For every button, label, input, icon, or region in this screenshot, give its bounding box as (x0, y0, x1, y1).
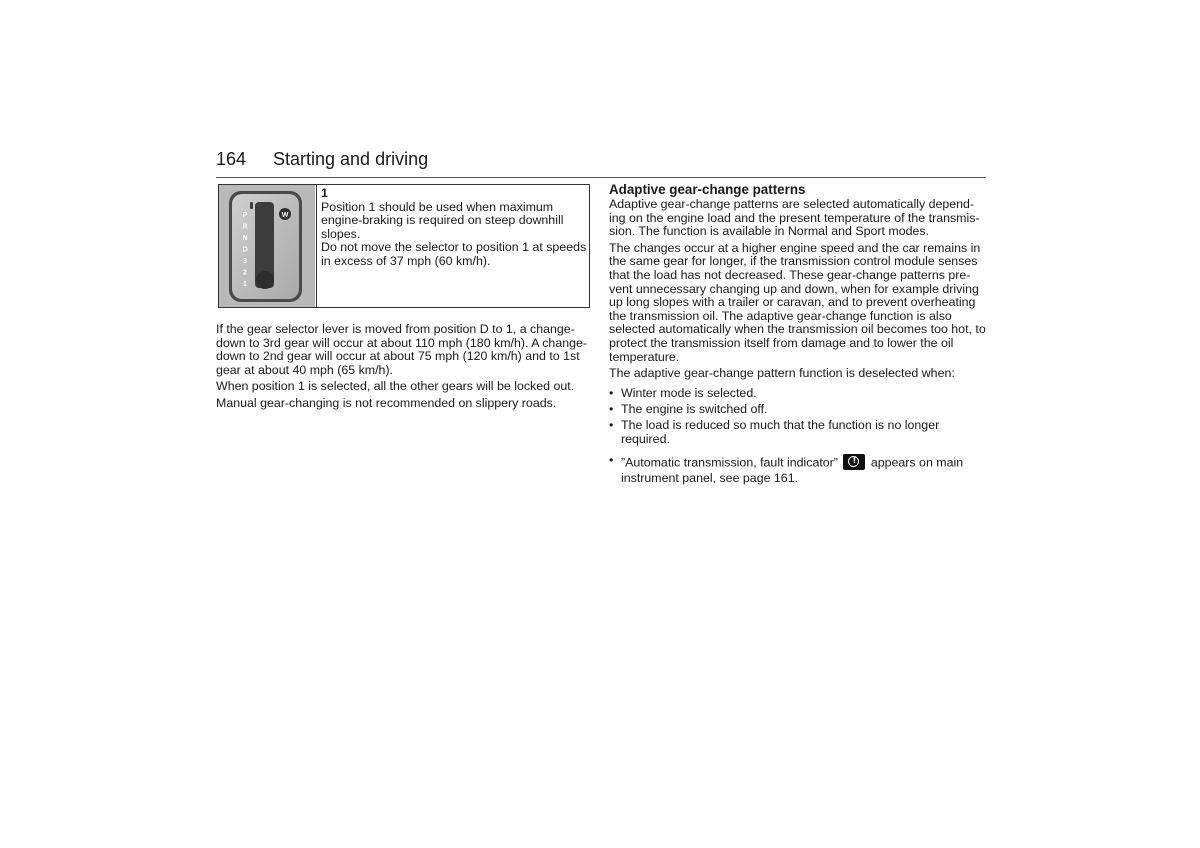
caption-line-1: Position 1 should be used when maximum engine-braking is required on steep downhill slopes. (321, 199, 564, 241)
gear-selector-svg (219, 185, 315, 307)
list-item (609, 454, 987, 486)
bullet: • (609, 417, 614, 432)
paragraph: The adaptive gear-change pattern function is deselected when: (609, 366, 955, 381)
gear-position-label: P (242, 212, 248, 219)
paragraph: If the gear selector lever is moved from position D to 1, a change-down to 3rd gear will occur at about 110 mph (180 km/h). A change-down to 2nd gear will occur at about 75 mph (120 km/h) and to 1st gear at about 40 mph (65 km/h). (216, 322, 588, 377)
figure-box (218, 184, 590, 308)
list-item (609, 419, 987, 446)
list-item-text: The engine is switched off. (621, 401, 768, 416)
page-number: 164 (216, 149, 247, 169)
paragraph: Manual gear-changing is not recommended on slippery roads. (216, 395, 557, 410)
paragraph: The changes occur at a higher engine speed and the car remains in the same gear for longer, if the transmission control module senses that the load has not decreased. These gear-change patterns pre-vent unnecessary changing up and down, when for example driving up long slopes with a trailer or caravan, and to prevent overheating the transmission oil. The adaptive gear-change function is also selected automatically when the transmission oil becomes too hot, to protect the transmission itself from damage and to lower the oil temperature. (609, 240, 986, 364)
gear-position-label: 2 (243, 269, 247, 277)
list-item-text: appears on main instrument panel, see page 161. (621, 455, 964, 486)
bullet: • (609, 385, 614, 400)
page-header (216, 149, 986, 178)
bullet: • (609, 401, 614, 416)
subsection-heading: Adaptive gear-change patterns (609, 182, 806, 197)
list-item-text: The load is reduced so much that the function is no longer required. (621, 417, 940, 446)
right-column (609, 182, 987, 488)
transmission-fault-icon (843, 454, 865, 470)
list-item (609, 387, 987, 401)
list-item (609, 403, 987, 417)
gear-selector-illustration (219, 185, 317, 307)
gear-position-label: 1 (243, 281, 247, 288)
figure-caption (321, 187, 589, 269)
w-button-label: W (281, 212, 289, 219)
gear-position-label: R (242, 223, 248, 231)
caption-line-2: Do not move the selector to position 1 at speeds in excess of 37 mph (60 km/h). (321, 240, 587, 268)
deselect-conditions-list (609, 387, 987, 486)
left-column (216, 323, 592, 414)
list-item-text: Winter mode is selected. (621, 385, 757, 400)
gear-position-label: N (242, 235, 248, 242)
gear-position-label: 3 (243, 258, 247, 265)
paragraph: Adaptive gear-change patterns are selected automatically depend-ing on the engine load and the present temperature of the transmis-sion. The function is available in Normal and Sport modes. (609, 197, 980, 239)
paragraph: When position 1 is selected, all the other gears will be locked out. (216, 379, 575, 394)
section-title: Starting and driving (273, 149, 429, 169)
bullet: • (609, 453, 614, 468)
gear-position-label: D (242, 246, 248, 254)
list-item-text: ”Automatic transmission, fault indicator” (621, 455, 838, 470)
caption-number: 1 (321, 186, 328, 200)
